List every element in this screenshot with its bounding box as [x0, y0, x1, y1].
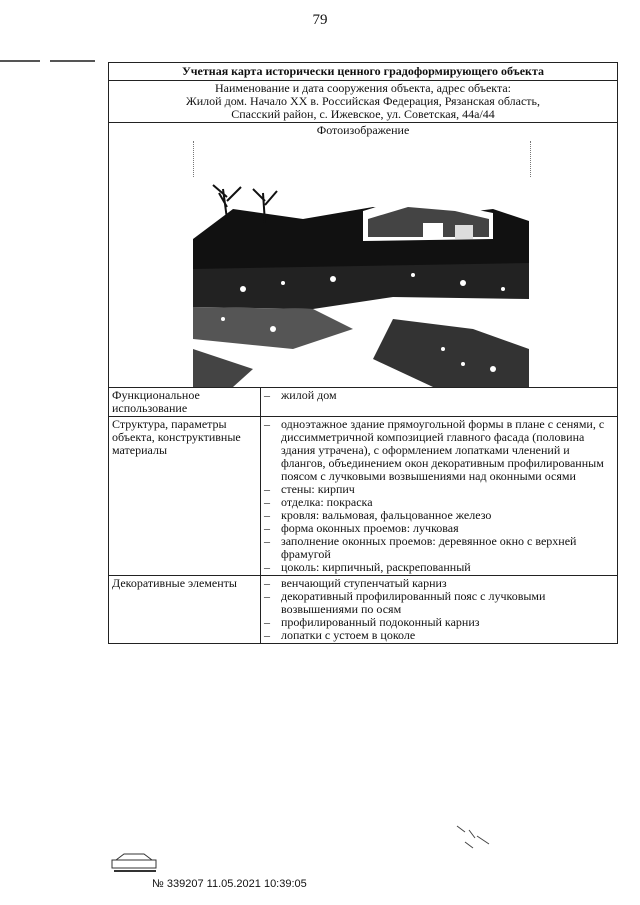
decorative-item: – лопатки с устоем в цоколе [261, 629, 614, 642]
document-footer [152, 878, 307, 890]
structure-item: – цоколь: кирпичный, раскрепованный [261, 561, 614, 574]
structure-item: – кровля: вальмовая, фальцованное железо [261, 509, 614, 522]
functional-row [109, 388, 617, 417]
page-number: 79 [312, 12, 328, 28]
object-name-line: Спасский район, с. Ижевское, ул. Советская, 44а/44 [231, 107, 495, 121]
handwritten-mark [455, 822, 495, 852]
decorative-item: – профилированный подоконный карниз [261, 616, 614, 629]
structure-label: Структура, параметры объекта, конструктивные материалы [109, 417, 261, 575]
object-name-block [109, 81, 617, 123]
document-number-mark: № [152, 878, 164, 890]
scan-mark [0, 60, 40, 62]
photo-section [109, 123, 617, 388]
structure-row [109, 417, 617, 576]
functional-item: – жилой дом [261, 389, 614, 402]
structure-item: – форма оконных проемов: лучковая [261, 522, 614, 535]
decorative-label: Декоративные элементы [109, 576, 261, 643]
structure-item: – стены: кирпич [261, 483, 614, 496]
decorative-item: – венчающий ступенчатый карниз [261, 577, 614, 590]
decorative-row [109, 576, 617, 643]
decorative-item: – декоративный профилированный пояс с лучковыми возвышениями по осям [261, 590, 614, 616]
scan-mark [50, 60, 95, 62]
structure-item: – одноэтажное здание прямоугольной формы в плане с сенями, с диссимметричной композицией главного фасада (половина здания утрачена), с оформлением лопатками членений и флангов, объединением окон декоративным профилированным поясом с лучковыми возвышениями над оконными осями [261, 418, 614, 483]
card-title: Учетная карта исторически ценного градоформирующего объекта [109, 63, 617, 81]
document-datetime: 11.05.2021 10:39:05 [206, 878, 307, 890]
photo-caption: Фотоизображение [316, 123, 410, 137]
object-name-line: Наименование и дата сооружения объекта, адрес объекта: [214, 81, 512, 95]
document-number: 339207 [166, 878, 204, 890]
object-name-line: Жилой дом. Начало XX в. Российская Федерация, Рязанская область, [186, 94, 540, 108]
record-card [108, 62, 618, 644]
structure-item: – заполнение оконных проемов: деревянное окно с верхней фрамугой [261, 535, 614, 561]
functional-label: Функциональное использование [109, 388, 261, 416]
structure-item: – отделка: покраска [261, 496, 614, 509]
registry-stamp [110, 852, 160, 874]
house-photo [193, 179, 529, 387]
photo-frame [193, 141, 531, 177]
